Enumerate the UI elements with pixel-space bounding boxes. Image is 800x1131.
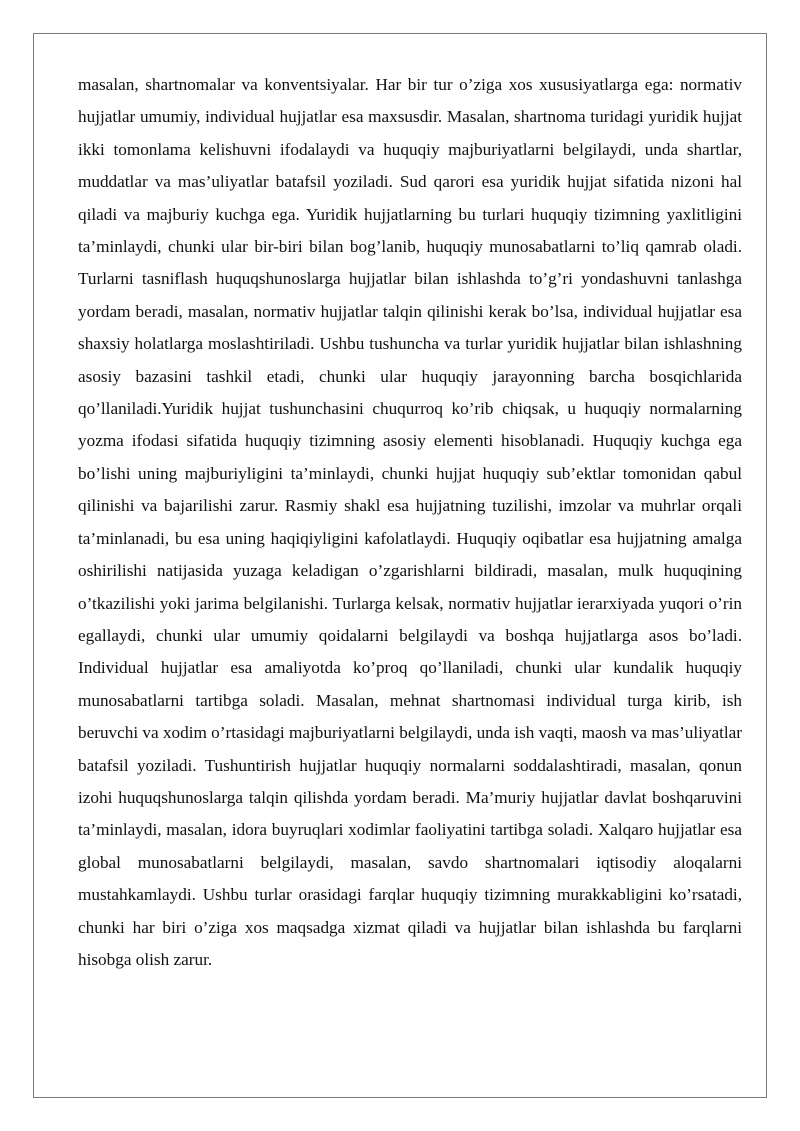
body-paragraph: masalan, shartnomalar va konventsiyalar. Har bir tur o’ziga xos xususiyatlarga ega: normativ hujjatlar umumiy, individual hujjatlar esa maxsusdir. Masalan, shartnoma turidagi yuridik hujjat ikki tomonlama kelishuvni ifodalaydi va huquqiy majburiyatlarni belgilaydi, unda shartlar, muddatlar va mas’uliyatlar batafsil yoziladi. Sud qarori esa yuridik hujjat sifatida nizoni hal qiladi va majburiy kuchga ega. Yuridik hujjatlarning bu turlari huquqiy tizimning yaxlitligini ta’minlaydi, chunki ular bir-biri bilan bog’lanib, huquqiy munosabatlarni to’liq qamrab oladi. Turlarni tasniflash huquqshunoslarga hujjatlar bilan ishlashda to’g’ri yondashuvni tanlashga yordam beradi, masalan, normativ hujjatlar talqin qilinishi kerak bo’lsa, individual hujjatlar esa shaxsiy holatlarga moslashtiriladi. Ushbu tushuncha va turlar yuridik hujjatlar bilan ishlashning asosiy bazasini tashkil etadi, chunki ular huquqiy jarayonning barcha bosqichlarida qo’llaniladi.Yuridik hujjat tushunchasini chuqurroq ko’rib chiqsak, u huquqiy normalarning yozma ifodasi sifatida huquqiy tizimning asosiy elementi hisoblanadi. Huquqiy kuchga ega bo’lishi uning majburiyligini ta’minlaydi, chunki hujjat huquqiy sub’ektlar tomonidan qabul qilinishi va bajarilishi zarur. Rasmiy shakl esa hujjatning tuzilishi, imzolar va muhrlar orqali ta’minlanadi, bu esa uning haqiqiyligini kafolatlaydi. Huquqiy oqibatlar esa hujjatning amalga oshirilishi natijasida yuzaga keladigan o’zgarishlarni bildiradi, masalan, mulk huquqining o’tkazilishi yoki jarima belgilanishi. Turlarga kelsak, normativ hujjatlar ierarxiyada yuqori o’rin egallaydi, chunki ular umumiy qoidalarni belgilaydi va boshqa hujjatlarga asos bo’ladi. Individual hujjatlar esa amaliyotda ko’proq qo’llaniladi, chunki ular kundalik huquqiy munosabatlarni tartibga soladi. Masalan, mehnat shartnomasi individual turga kirib, ish beruvchi va xodim o’rtasidagi majburiyatlarni belgilaydi, unda ish vaqti, maosh va mas’uliyatlar batafsil yoziladi. Tushuntirish hujjatlar huquqiy normalarni soddalashtiradi, masalan, qonun izohi huquqshunoslarga talqin qilishda yordam beradi. Ma’muriy hujjatlar davlat boshqaruvini ta’minlaydi, masalan, idora buyruqlari xodimlar faoliyatini tartibga soladi. Xalqaro hujjatlar esa global munosabatlarni belgilaydi, masalan, savdo shartnomalari iqtisodiy aloqalarni mustahkamlaydi. Ushbu turlar orasidagi farqlar huquqiy tizimning murakkabligini ko’rsatadi, chunki har biri o’ziga xos maqsadga xizmat qiladi va hujjatlar bilan ishlashda bu farqlarni hisobga olish zarur. bbox=[78, 75, 742, 969]
